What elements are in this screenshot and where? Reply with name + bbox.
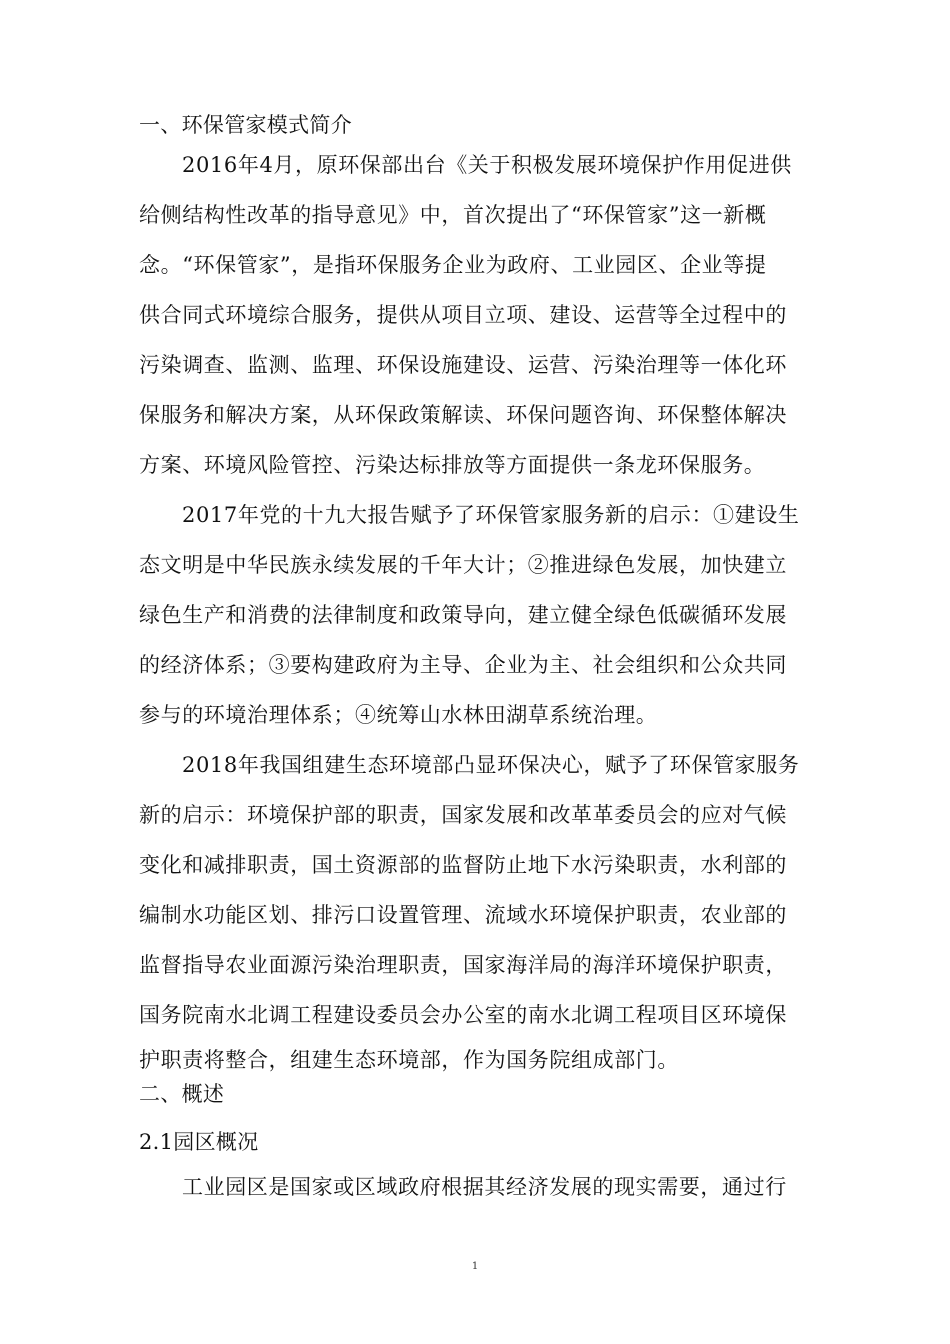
paragraph-3-line-2: 新的启示：环境保护部的职责，国家发展和改革革委员会的应对气候	[139, 803, 787, 827]
paragraph-2-line-5: 参与的环境治理体系；④统筹山水林田湖草系统治理。	[139, 703, 658, 727]
section-heading-1: 一、环保管家模式简介	[139, 113, 352, 137]
paragraph-4-line-1: 工业园区是国家或区域政府根据其经济发展的现实需要，通过行	[182, 1175, 787, 1199]
paragraph-3-line-6: 国务院南水北调工程建设委员会办公室的南水北调工程项目区环境保	[139, 1003, 787, 1027]
paragraph-1-line-7: 方案、环境风险管控、污染达标排放等方面提供一条龙环保服务。	[139, 453, 766, 477]
page-number: 1	[471, 1261, 479, 1272]
paragraph-3-line-4: 编制水功能区划、排污口设置管理、流域水环境保护职责，农业部的	[139, 903, 787, 927]
paragraph-1-line-1: 2016年4月，原环保部出台《关于积极发展环境保护作用促进供	[182, 153, 792, 177]
paragraph-1-line-5: 污染调查、监测、监理、环保设施建设、运营、污染治理等一体化环	[139, 353, 787, 377]
paragraph-1-line-2: 给侧结构性改革的指导意见》中，首次提出了“环保管家”这一新概	[139, 203, 767, 227]
paragraph-1-line-4: 供合同式环境综合服务，提供从项目立项、建设、运营等全过程中的	[139, 303, 787, 327]
paragraph-2-line-3: 绿色生产和消费的法律制度和政策导向，建立健全绿色低碳循环发展	[139, 603, 787, 627]
paragraph-2-line-2: 态文明是中华民族永续发展的千年大计；②推进绿色发展，加快建立	[139, 553, 787, 577]
paragraph-2-line-4: 的经济体系；③要构建政府为主导、企业为主、社会组织和公众共同	[139, 653, 787, 677]
section-heading-2: 二、概述	[139, 1082, 225, 1106]
paragraph-3-line-1: 2018年我国组建生态环境部凸显环保决心，赋予了环保管家服务	[182, 753, 800, 777]
paragraph-3-line-3: 变化和减排职责，国土资源部的监督防止地下水污染职责，水利部的	[139, 853, 787, 877]
paragraph-3-line-7: 护职责将整合，组建生态环境部，作为国务院组成部门。	[139, 1048, 679, 1072]
paragraph-1-line-3: 念。“环保管家”，是指环保服务企业为政府、工业园区、企业等提	[139, 253, 767, 277]
subsection-heading: 2.1园区概况	[139, 1130, 259, 1154]
paragraph-2-line-1: 2017年党的十九大报告赋予了环保管家服务新的启示：①建设生	[182, 503, 800, 527]
paragraph-3-line-5: 监督指导农业面源污染治理职责，国家海洋局的海洋环境保护职责，	[139, 953, 787, 977]
paragraph-1-line-6: 保服务和解决方案，从环保政策解读、环保问题咨询、环保整体解决	[139, 403, 787, 427]
